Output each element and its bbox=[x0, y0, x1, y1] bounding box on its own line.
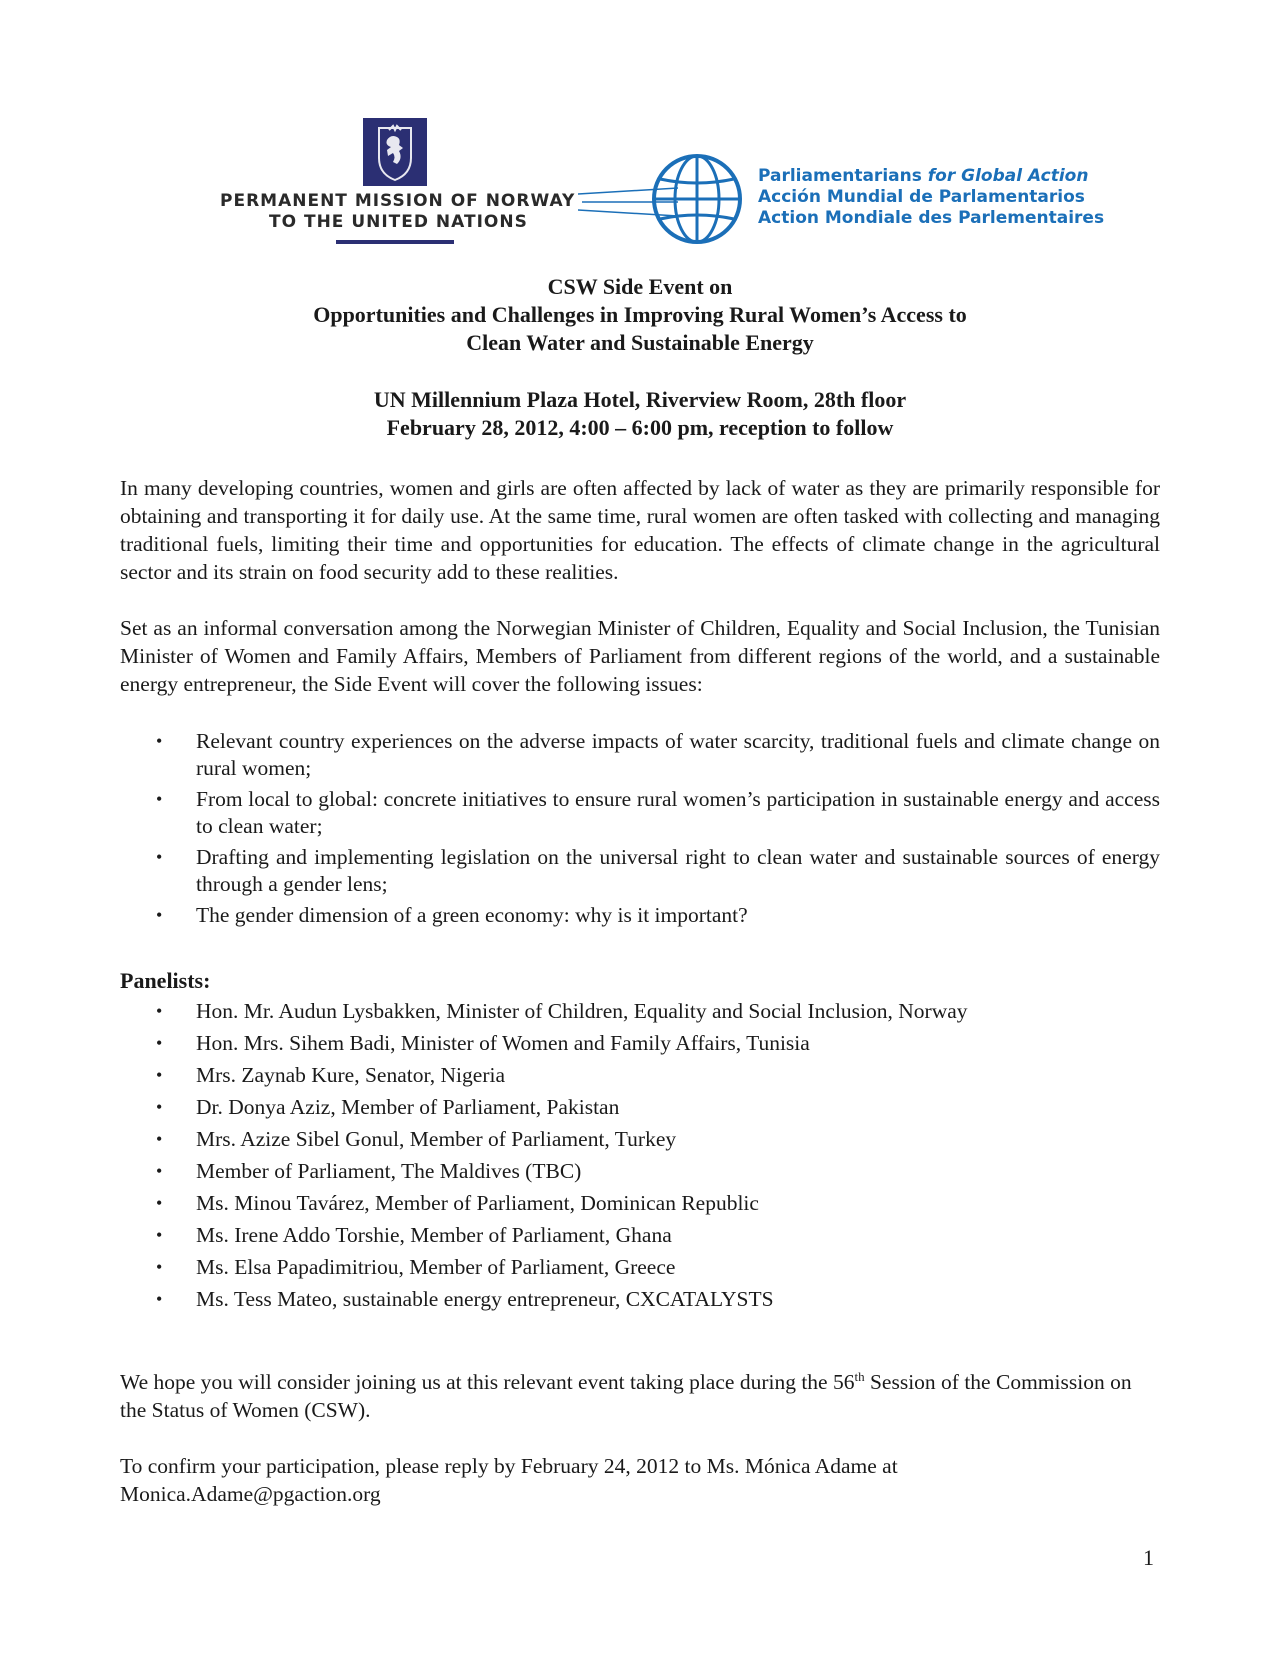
pga-name-english-prefix: Parliamentarians bbox=[758, 166, 928, 186]
issues-list bbox=[120, 728, 1160, 933]
bullet-icon: • bbox=[156, 1097, 163, 1117]
invitation-paragraph bbox=[120, 1368, 1160, 1424]
bullet-icon: • bbox=[156, 847, 163, 867]
ordinal-suffix: th bbox=[854, 1368, 865, 1384]
bullet-icon: • bbox=[156, 731, 163, 751]
list-item bbox=[120, 844, 1160, 898]
panelist-text: Ms. Tess Mateo, sustainable energy entrepreneur, CXCATALYSTS bbox=[196, 1287, 774, 1311]
issue-text: The gender dimension of a green economy: why is it important? bbox=[196, 903, 748, 927]
list-item bbox=[120, 1091, 1160, 1123]
panelist-text: Mrs. Zaynab Kure, Senator, Nigeria bbox=[196, 1063, 505, 1087]
globe-icon bbox=[650, 152, 744, 246]
rsvp-paragraph: To confirm your participation, please reply by February 24, 2012 to Ms. Mónica Adame at Monica.Adame@pgaction.org bbox=[120, 1454, 898, 1506]
panelists-heading: Panelists: bbox=[120, 968, 211, 993]
list-item bbox=[120, 995, 1160, 1027]
event-date: February 28, 2012, 4:00 – 6:00 pm, reception to follow bbox=[386, 415, 894, 440]
bullet-icon: • bbox=[156, 1001, 163, 1021]
invitation-text-end: Session of the Commission on the Status of Women (CSW). bbox=[120, 1370, 1132, 1422]
panelist-text: Hon. Mr. Audun Lysbakken, Minister of Children, Equality and Social Inclusion, Norway bbox=[196, 999, 968, 1023]
norway-mission-logo bbox=[220, 118, 576, 250]
bullet-icon: • bbox=[156, 789, 163, 809]
pga-name-english-suffix: for Global Action bbox=[927, 166, 1089, 186]
list-item bbox=[120, 1251, 1160, 1283]
event-title-line-1: CSW Side Event on bbox=[547, 274, 733, 299]
event-title bbox=[120, 273, 1160, 357]
pga-name-spanish: Acción Mundial de Parlamentarios bbox=[758, 187, 1085, 207]
panelist-text: Member of Parliament, The Maldives (TBC) bbox=[196, 1159, 582, 1183]
page-number: 1 bbox=[1143, 1545, 1154, 1570]
invitation-text-start: We hope you will consider joining us at this relevant event taking place during the 56 bbox=[120, 1370, 855, 1394]
list-item bbox=[120, 902, 1160, 929]
pga-logo bbox=[578, 152, 1105, 252]
list-item bbox=[120, 786, 1160, 840]
panelist-text: Ms. Irene Addo Torshie, Member of Parliament, Ghana bbox=[196, 1223, 672, 1247]
list-item bbox=[120, 1155, 1160, 1187]
bullet-icon: • bbox=[156, 1225, 163, 1245]
pga-name-french: Action Mondiale des Parlementaires bbox=[758, 208, 1105, 228]
list-item bbox=[120, 1187, 1160, 1219]
list-item bbox=[120, 1283, 1160, 1315]
panelist-text: Ms. Minou Tavárez, Member of Parliament, Dominican Republic bbox=[196, 1191, 759, 1215]
norway-logo-line-1: PERMANENT MISSION OF NORWAY bbox=[220, 191, 576, 211]
bullet-icon: • bbox=[156, 1065, 163, 1085]
panelist-text: Hon. Mrs. Sihem Badi, Minister of Women and Family Affairs, Tunisia bbox=[196, 1031, 810, 1055]
bullet-icon: • bbox=[156, 1289, 163, 1309]
panelist-text: Ms. Elsa Papadimitriou, Member of Parliament, Greece bbox=[196, 1255, 676, 1279]
list-item bbox=[120, 1059, 1160, 1091]
panelists-list bbox=[120, 995, 1160, 1315]
list-item bbox=[120, 1027, 1160, 1059]
pga-logo-text bbox=[758, 166, 1104, 229]
norway-logo-line-2: TO THE UNITED NATIONS bbox=[269, 212, 528, 232]
format-paragraph: Set as an informal conversation among the Norwegian Minister of Children, Equality and Social Inclusion, the Tunisian Minister of Women and Family Affairs, Members of Parliament from different regions of the world, and a sustainable energy entrepreneur, the Side Event will cover the following issues: bbox=[120, 616, 1160, 696]
list-item bbox=[120, 728, 1160, 782]
bullet-icon: • bbox=[156, 1193, 163, 1213]
event-title-line-2: Opportunities and Challenges in Improving Rural Women’s Access to bbox=[313, 302, 967, 327]
issue-text: From local to global: concrete initiatives to ensure rural women’s participation in sustainable energy and access to clean water; bbox=[196, 787, 1160, 838]
issue-text: Drafting and implementing legislation on the universal right to clean water and sustainable sources of energy through a gender lens; bbox=[196, 845, 1160, 896]
bullet-icon: • bbox=[156, 1033, 163, 1053]
event-details bbox=[120, 386, 1160, 442]
issue-text: Relevant country experiences on the adverse impacts of water scarcity, traditional fuels and climate change on rural women; bbox=[196, 729, 1160, 780]
event-title-line-3: Clean Water and Sustainable Energy bbox=[466, 330, 814, 355]
intro-paragraph: In many developing countries, women and girls are often affected by lack of water as they are primarily responsible for obtaining and transporting it for daily use. At the same time, rural women are often tasked with collecting and managing traditional fuels, limiting their time and opportunities for education. The effects of climate change in the agricultural sector and its strain on food security add to these realities. bbox=[120, 476, 1160, 584]
bullet-icon: • bbox=[156, 1161, 163, 1181]
panelist-text: Dr. Donya Aziz, Member of Parliament, Pakistan bbox=[196, 1095, 620, 1119]
panelist-text: Mrs. Azize Sibel Gonul, Member of Parliament, Turkey bbox=[196, 1127, 677, 1151]
pga-name-english bbox=[758, 166, 1104, 187]
norway-coat-of-arms-icon bbox=[363, 118, 427, 186]
event-venue: UN Millennium Plaza Hotel, Riverview Room, 28th floor bbox=[373, 387, 907, 412]
norway-logo-rule bbox=[336, 240, 454, 244]
bullet-icon: • bbox=[156, 905, 163, 925]
list-item bbox=[120, 1219, 1160, 1251]
bullet-icon: • bbox=[156, 1129, 163, 1149]
bullet-icon: • bbox=[156, 1257, 163, 1277]
list-item bbox=[120, 1123, 1160, 1155]
